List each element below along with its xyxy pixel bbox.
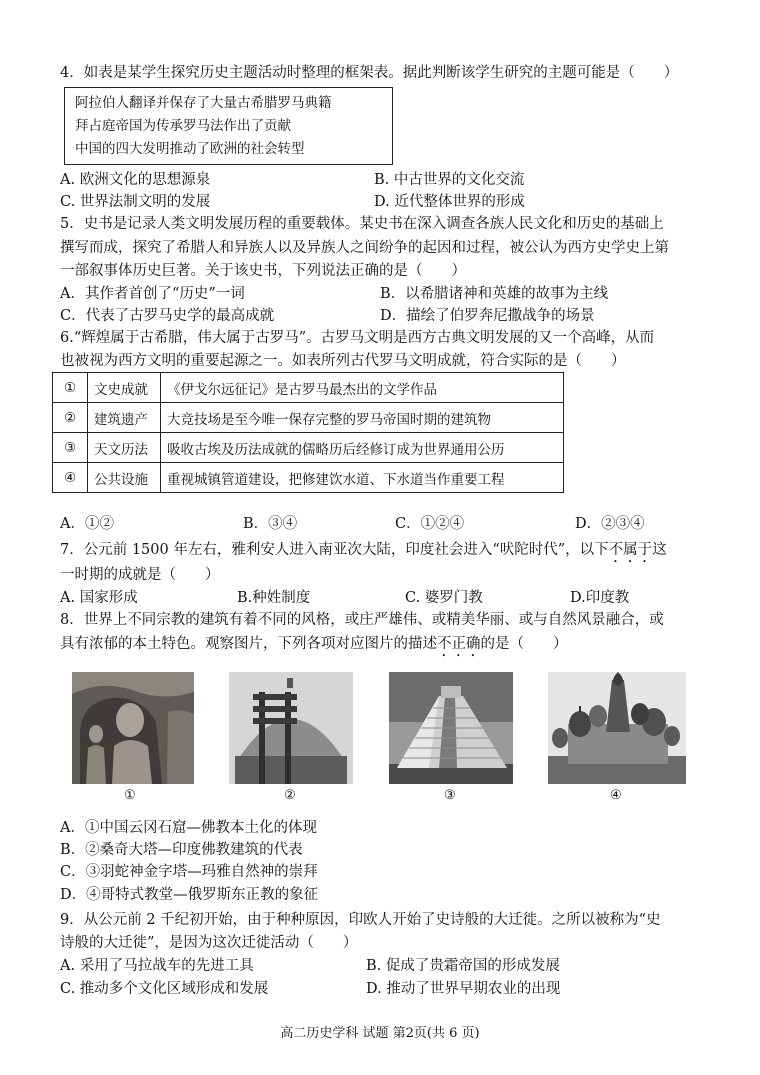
q9-option-a: A. 采用了马拉战车的先进工具 xyxy=(60,958,254,974)
q6-stem-2: 也被视为西方文明的重要起源之一。如表所列古代罗马文明成就，符合实际的是（ ） xyxy=(60,353,626,369)
q8-stem-1: 8．世界上不同宗教的建筑有着不同的风格，或庄严雄伟、或精美华丽、或与自然风景融合，或 xyxy=(60,612,664,628)
q6-stem-1: 6.“辉煌属于古希腊，伟大属于古罗马”。古罗马文明是西方古典文明发展的又一个高峰，从而 xyxy=(60,330,655,346)
sanchi-stupa-image xyxy=(229,672,353,784)
q6-option-b: B．③④ xyxy=(243,516,298,532)
q7-emphasis: 不属于 xyxy=(608,542,653,558)
q9-option-b: B. 促成了贵霜帝国的形成发展 xyxy=(366,958,560,974)
q4-option-d: D. 近代整体世界的形成 xyxy=(374,194,525,210)
table-row xyxy=(53,403,564,433)
q5-option-b: B．以希腊诸神和英雄的故事为主线 xyxy=(380,286,609,302)
row-number: ① xyxy=(53,373,88,403)
row-category: 公共设施 xyxy=(88,463,161,493)
q7-option-d: D.印度教 xyxy=(570,590,630,606)
image-caption-3: ③ xyxy=(444,788,456,803)
row-content: 《伊戈尔远征记》是古罗马最杰出的文学作品 xyxy=(161,373,564,403)
q5-option-d: D．描绘了伯罗奔尼撒战争的场景 xyxy=(380,308,595,324)
q7-option-c: C. 婆罗门教 xyxy=(405,590,483,606)
table-row xyxy=(53,433,564,463)
q4-option-a: A. 欧洲文化的思想源泉 xyxy=(60,172,211,188)
image-caption-2: ② xyxy=(284,788,296,803)
q8-option-b: B．②桑奇大塔—印度佛教建筑的代表 xyxy=(60,842,303,858)
q7-option-a: A. 国家形成 xyxy=(60,590,138,606)
q4-option-c: C. 世界法制文明的发展 xyxy=(60,194,211,210)
q4-box-line-3: 中国的四大发明推动了欧洲的社会转型 xyxy=(75,141,305,157)
q4-box-line-2: 拜占庭帝国为传承罗马法作出了贡献 xyxy=(75,118,291,134)
q7-option-b: B.种姓制度 xyxy=(237,590,311,606)
q8-stem-2a: 具有浓郁的本土特色。观察图片，下列各项对应图片的描述 xyxy=(60,636,437,652)
q4-option-b: B. 中古世界的文化交流 xyxy=(374,172,525,188)
st-basil-cathedral-image xyxy=(548,672,686,784)
row-content: 大竞技场是至今唯一保存完整的罗马帝国时期的建筑物 xyxy=(161,403,564,433)
q5-option-a: A．其作者首创了“历史”一词 xyxy=(60,286,245,302)
q5-stem-2: 撰写而成，探究了希腊人和异族人以及异族人之间纷争的起因和过程，被公认为西方史学史上第 xyxy=(60,240,669,256)
q4-box-line-1: 阿拉伯人翻译并保存了大量古希腊罗马典籍 xyxy=(75,95,332,111)
row-category: 文史成就 xyxy=(88,373,161,403)
row-content: 吸收古埃及历法成就的儒略历后经修订成为世界通用公历 xyxy=(161,433,564,463)
q6-option-a: A．①② xyxy=(60,516,114,532)
row-number: ③ xyxy=(53,433,88,463)
page-footer: 高二历史学科 试题 第2页(共 6 页) xyxy=(280,1026,480,1041)
q5-stem-3: 一部叙事体历史巨著。关于该史书，下列说法正确的是（ ） xyxy=(60,263,466,279)
q8-stem-2 xyxy=(60,634,568,660)
row-number: ④ xyxy=(53,463,88,493)
row-category: 天文历法 xyxy=(88,433,161,463)
q6-table xyxy=(52,372,564,493)
q4-framework-box xyxy=(64,87,393,165)
q9-stem-1: 9．从公元前 2 千纪初开始，由于种种原因，印欧人开始了史诗般的大迁徙。之所以被称为“史 xyxy=(60,912,661,928)
q8-option-a: A．①中国云冈石窟—佛教本土化的体现 xyxy=(60,820,317,836)
row-content: 重视城镇管道建设，把修建饮水道、下水道当作重要工程 xyxy=(161,463,564,493)
image-caption-1: ① xyxy=(124,788,136,803)
q9-option-d: D. 推动了世界早期农业的出现 xyxy=(366,981,561,997)
q4-stem: 4．如表是某学生探究历史主题活动时整理的框架表。据此判断该学生研究的主题可能是（ ） xyxy=(60,65,679,81)
q8-stem-2c: 的是（ ） xyxy=(480,636,568,652)
q8-emphasis: 不正确 xyxy=(437,636,481,652)
q9-option-c: C. 推动多个文化区域形成和发展 xyxy=(60,981,269,997)
q8-option-d: D．④哥特式教堂—俄罗斯东正教的象征 xyxy=(60,887,319,903)
q8-option-c: C．③羽蛇神金字塔—玛雅自然神的崇拜 xyxy=(60,864,318,880)
q5-option-c: C．代表了古罗马史学的最高成就 xyxy=(60,308,275,324)
row-category: 建筑遗产 xyxy=(88,403,161,433)
q6-option-c: C．①②④ xyxy=(395,516,465,532)
q7-stem-2: 一时期的成就是（ ） xyxy=(60,567,220,583)
kukulkan-pyramid-image xyxy=(389,672,513,784)
q9-stem-2: 诗般的大迁徙”，是因为这次迁徙活动（ ） xyxy=(60,935,358,951)
q6-option-d: D．②③④ xyxy=(575,516,645,532)
q7-stem-1 xyxy=(60,540,667,566)
table-row xyxy=(53,463,564,493)
q7-stem-1c: 这 xyxy=(652,542,667,558)
q5-stem-1: 5．史书是记录人类文明发展历程的重要载体。某史书在深入调查各族人民文化和历史的基础上 xyxy=(60,216,664,232)
table-row xyxy=(53,373,564,403)
row-number: ② xyxy=(53,403,88,433)
image-caption-4: ④ xyxy=(610,788,622,803)
q7-stem-1a: 7．公元前 1500 年左右，雅利安人进入南亚次大陆，印度社会进入“吠陀时代”，以下 xyxy=(60,542,609,558)
yungang-grotto-image xyxy=(72,672,194,784)
